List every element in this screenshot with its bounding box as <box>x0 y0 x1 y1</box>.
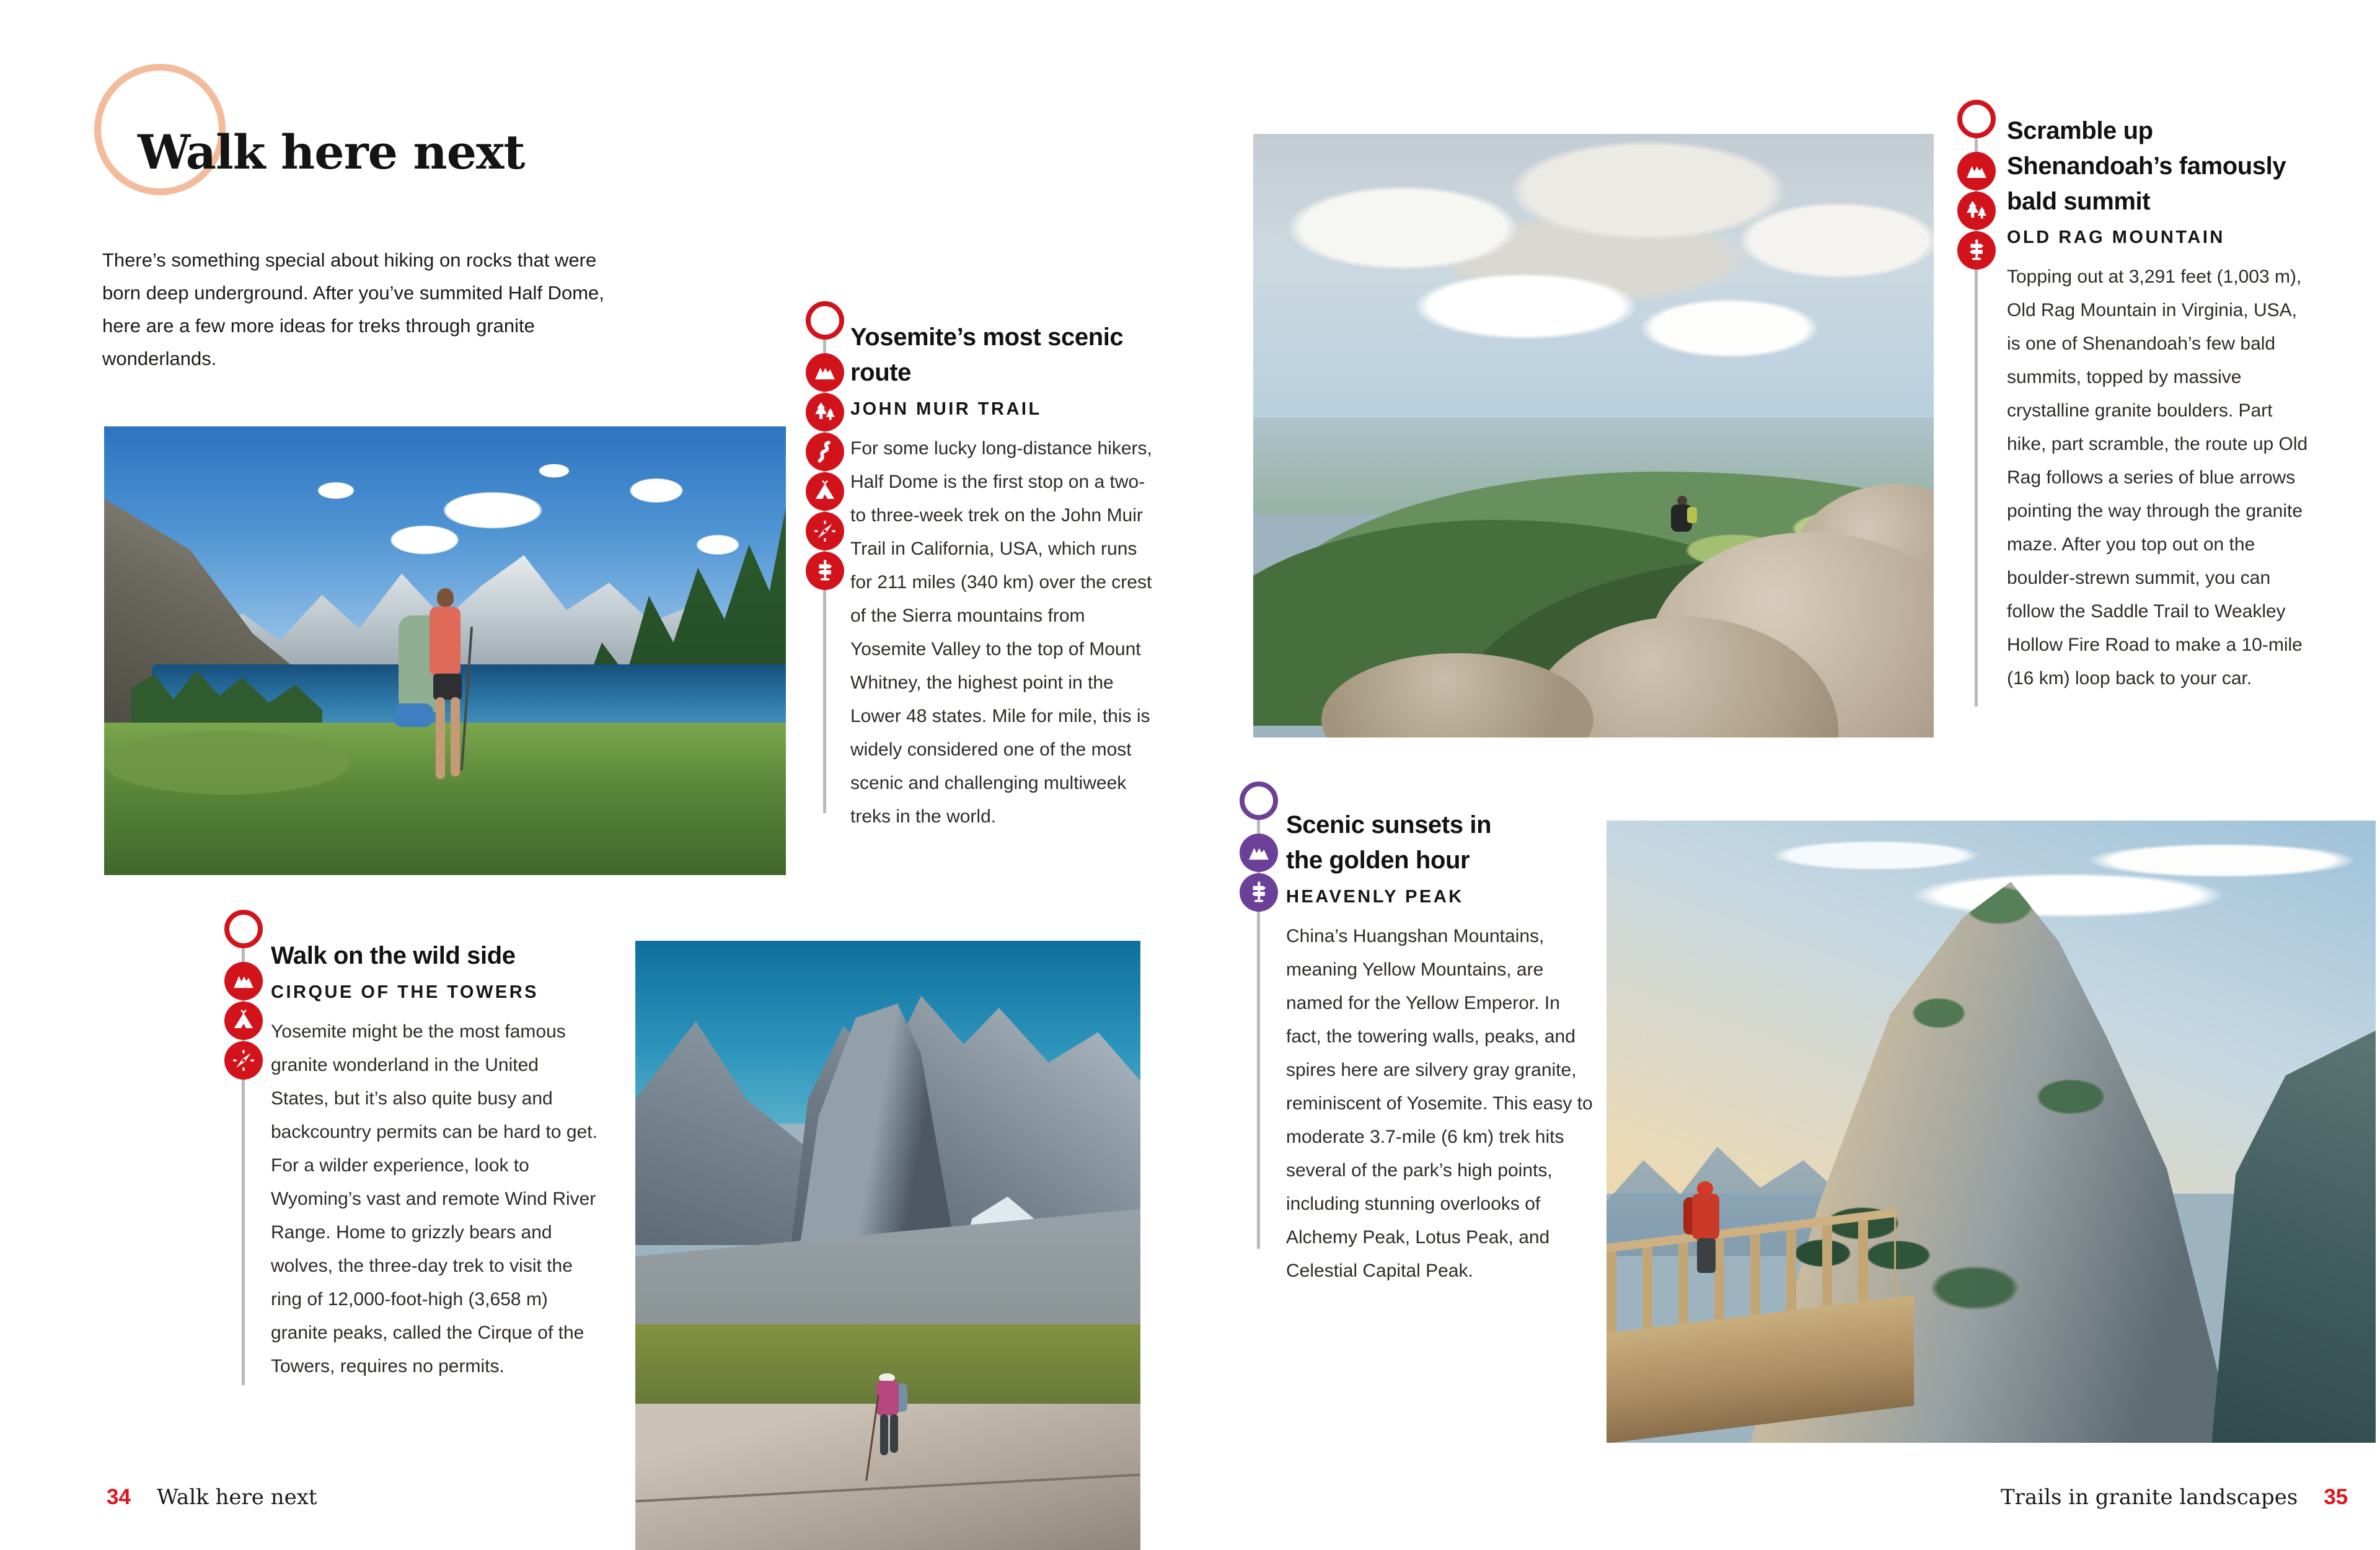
footer-right <box>2001 1485 2348 1510</box>
hiker-figure <box>397 588 478 811</box>
footer-chapter-label: Walk here next <box>156 1485 317 1510</box>
section-subtitle: JOHN MUIR TRAIL <box>850 399 1042 419</box>
section-body: Topping out at 3,291 feet (1,003 m), Old Rag Mountain in Virginia, USA, is one of Shenandoah’s few bald summits, topped by massive crystalline granite boulders. Part hike, part scramble, the route up Old Rag follows a series of blue arrows pointing the way through the granite maze. After you top out on the boulder-strewn summit, you can follow the Saddle Trail to Weakley Hollow Fire Road to make a 10-mile (16 km) loop back to your car. <box>2007 266 2308 689</box>
section-subtitle: OLD RAG MOUNTAIN <box>2007 227 2225 248</box>
route-start-circle <box>806 301 844 340</box>
signpost-icon <box>806 552 844 590</box>
section-subtitle: CIRQUE OF THE TOWERS <box>271 982 539 1002</box>
mountains-icon <box>806 353 844 392</box>
compass-icon <box>224 1041 263 1080</box>
section-title: Yosemite’s most scenic route <box>850 324 1124 386</box>
route-start-circle <box>1957 100 1996 138</box>
tent-icon <box>806 472 844 511</box>
icon-rail <box>1240 834 1278 912</box>
icon-rail <box>224 962 263 1080</box>
photo-cirque-of-the-towers <box>635 941 1140 1550</box>
mountains-icon <box>1240 834 1278 872</box>
page-number-right: 35 <box>2324 1485 2348 1509</box>
marsh <box>104 731 350 794</box>
mountains-icon <box>1957 152 1996 190</box>
clouds <box>1253 134 1934 447</box>
icon-rail <box>1957 152 1996 270</box>
section-subtitle: HEAVENLY PEAK <box>1286 886 1464 907</box>
photo-heavenly-peak-huangshan <box>1606 821 2376 1443</box>
stone-walkway <box>1606 1231 1914 1443</box>
tent-icon <box>224 1002 263 1040</box>
section-title: Scenic sunsets in the golden hour <box>1286 811 1492 874</box>
signpost-icon <box>1957 231 1996 270</box>
intro-paragraph: There’s something special about hiking on rocks that were born deep underground. After you’ve summited Half Dome, here are a few more ideas for treks through granite wonderlands. <box>102 249 604 369</box>
route-start-circle <box>224 910 263 948</box>
icon-rail <box>806 353 844 590</box>
section-title: Walk on the wild side <box>271 942 516 969</box>
signpost-icon <box>1240 873 1278 912</box>
footer-left <box>107 1485 317 1510</box>
photo-john-muir-trail <box>104 426 786 875</box>
hiker-figure <box>863 1373 919 1497</box>
seated-hiker-figure <box>1665 496 1702 552</box>
section-body: China’s Huangshan Mountains, meaning Yellow Mountains, are named for the Yellow Emperor. In fact, the towering walls, peaks, and spires here are silvery gray granite, reminiscent of Yosemite. This easy to moderate 3.7-mile (6 km) trek hits several of the park’s high points, including stunning overlooks of Alchemy Peak, Lotus Peak, and Celestial Capital Peak. <box>1286 925 1593 1281</box>
compass-icon <box>806 512 844 550</box>
trees-icon <box>806 393 844 431</box>
trail-icon <box>806 433 844 471</box>
section-title: Scramble up Shenandoah’s famously bald summit <box>2007 117 2286 215</box>
route-start-circle <box>1240 782 1278 820</box>
trees-icon <box>1957 192 1996 230</box>
section-body: For some lucky long-distance hikers, Half Dome is the first stop on a two- to three-week trek on the John Muir Trail in California, USA, which runs for 211 miles (340 km) over the crest of the Sierra mountains from Yosemite Valley to the top of Mount Whitney, the highest point in the Lower 48 states. Mile for mile, this is widely considered one of the most scenic and challenging multiweek treks in the world. <box>850 438 1152 827</box>
page-title: Walk here next <box>138 124 525 180</box>
photo-old-rag-mountain <box>1253 134 1934 738</box>
mountains-icon <box>224 962 263 1000</box>
page-number-left: 34 <box>107 1485 131 1509</box>
footer-section-label: Trails in granite landscapes <box>2001 1485 2298 1510</box>
section-body: Yosemite might be the most famous granite wonderland in the United States, but it’s also quite busy and backcountry permits can be hard to get. For a wilder experience, look to Wyoming’s vast and remote Wind River Range. Home to grizzly bears and wolves, the three-day trek to visit the ring of 12,000-foot-high (3,658 m) granite peaks, called the Cirque of the Towers, requires no permits. <box>271 1021 597 1376</box>
hiker-figure <box>1683 1181 1727 1293</box>
